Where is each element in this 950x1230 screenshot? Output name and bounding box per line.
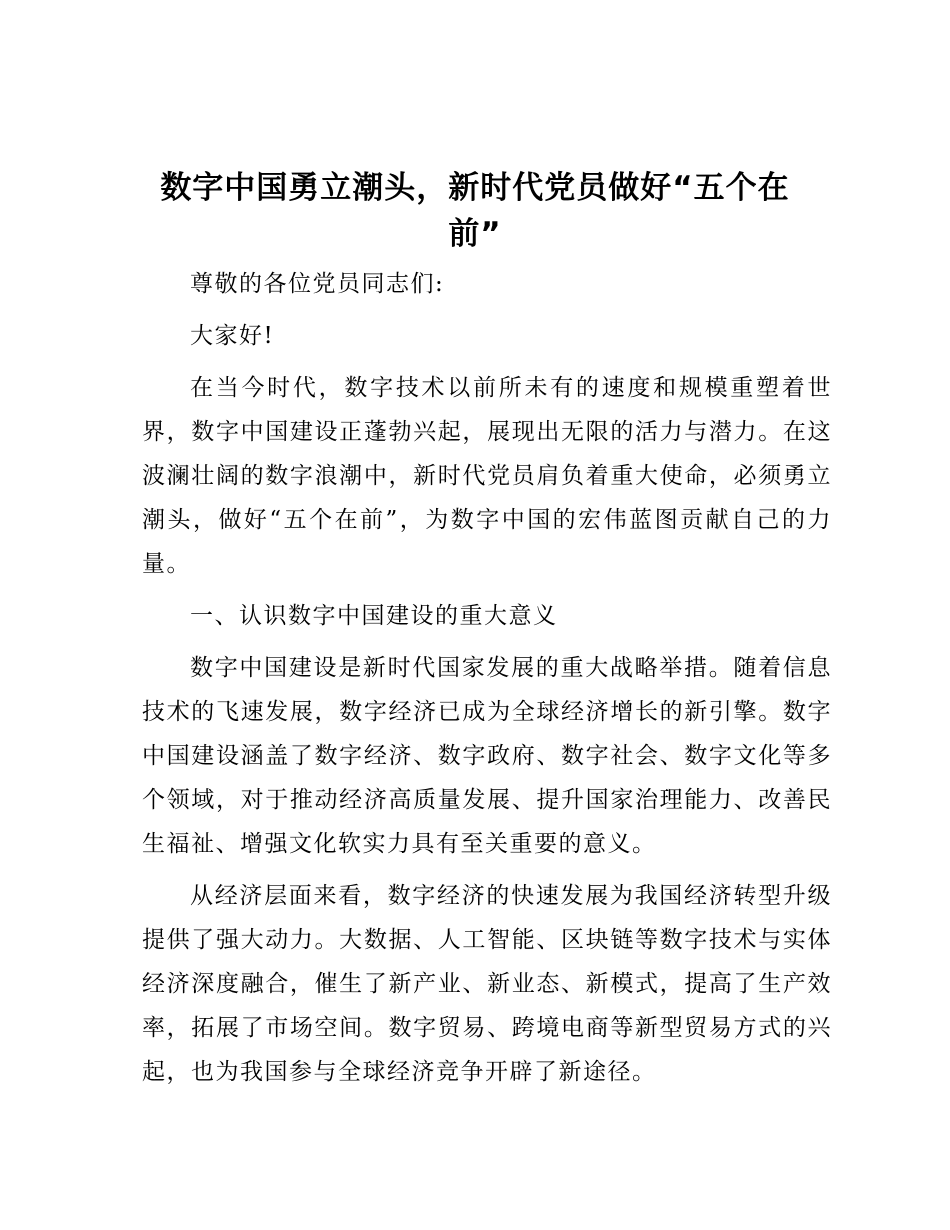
salutation: 尊敬的各位党员同志们: [190, 271, 445, 297]
paragraph-economy: 从经济层面来看，数字经济的快速发展为我国经济转型升级提供了强大动力。大数据、人工智能、区块链等数字技术与实体经济深度融合，催生了新产业、新业态、新模式，提高了生产效率，拓展了市场空间。数字贸易、跨境电商等新型贸易方式的兴起，也为我国参与全球经济竞争开辟了新途径。 [142, 883, 832, 1085]
document-body [142, 262, 832, 1102]
section-heading: 一、认识数字中国建设的重大意义 [190, 603, 558, 629]
paragraph-intro: 在当今时代，数字技术以前所未有的速度和规模重塑着世界，数字中国建设正蓬勃兴起，展现出无限的活力与潜力。在这波澜壮阔的数字浪潮中，新时代党员肩负着重大使命，必须勇立潮头，做好“五个在前”，为数字中国的宏伟蓝图贡献自己的力量。 [142, 375, 832, 577]
greeting: 大家好! [190, 323, 275, 349]
document-title: 数字中国勇立潮头，新时代党员做好“五个在前” [160, 170, 790, 252]
paragraph-significance: 数字中国建设是新时代国家发展的重大战略举措。随着信息技术的飞速发展，数字经济已成为全球经济增长的新引擎。数字中国建设涵盖了数字经济、数字政府、数字社会、数字文化等多个领域，对于推动经济高质量发展、提升国家治理能力、改善民生福祉、增强文化软实力具有至关重要的意义。 [142, 655, 832, 857]
